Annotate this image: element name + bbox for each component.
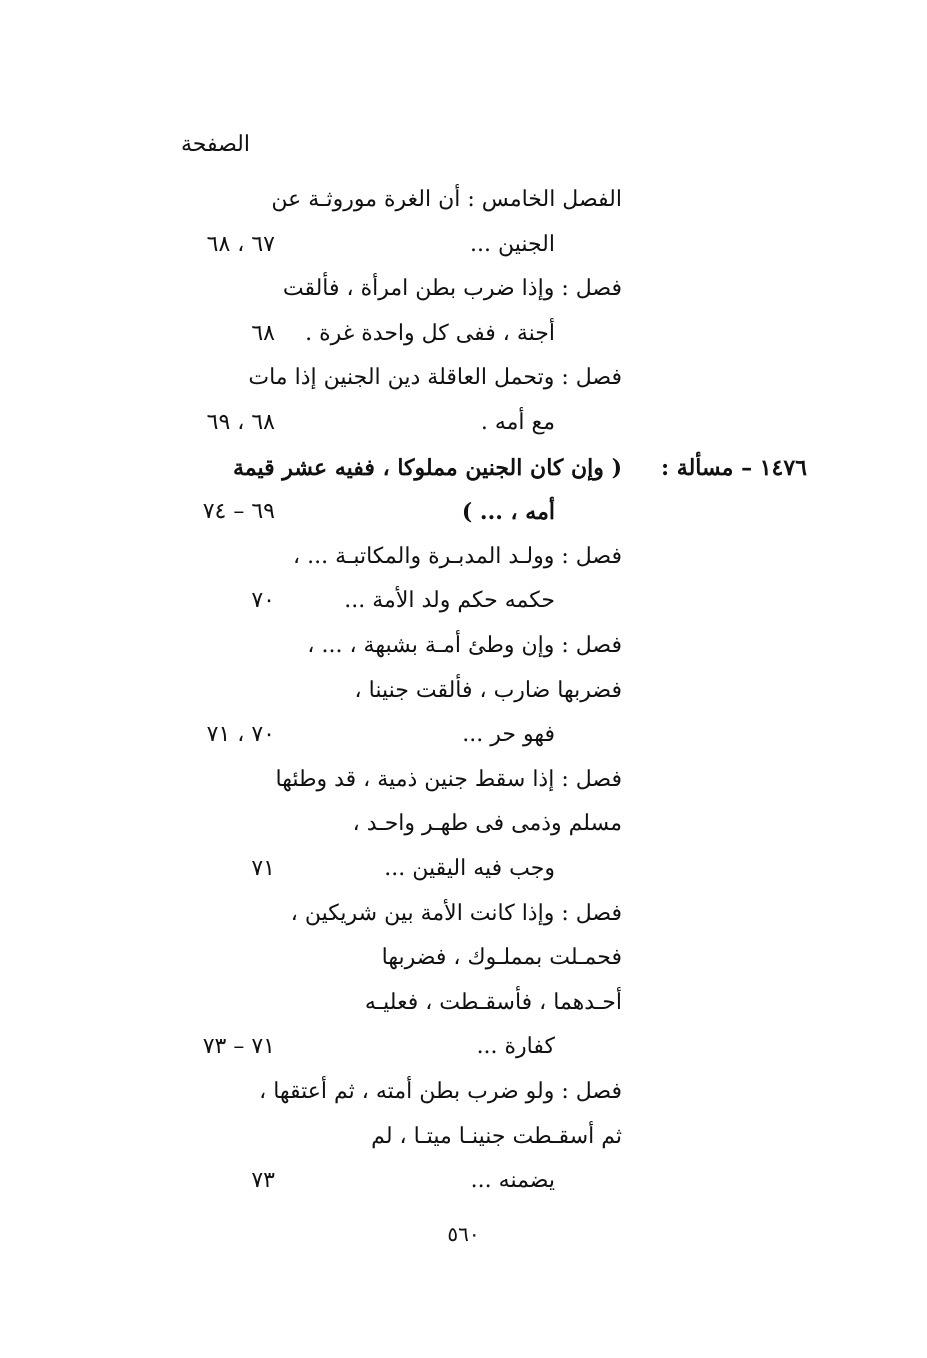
entry-text: حكمه حكم ولد الأمة ... bbox=[344, 588, 555, 614]
index-row bbox=[0, 223, 927, 267]
index-row bbox=[0, 892, 927, 936]
entry-text: فصل : وإذا ضرب بطن امرأة ، فألقت bbox=[282, 276, 622, 302]
index-row bbox=[0, 981, 927, 1025]
index-row bbox=[0, 669, 927, 713]
index-row bbox=[0, 624, 927, 668]
page-number: ٥٦٠ bbox=[447, 1222, 480, 1246]
entry-text: فصل : وتحمل العاقلة دين الجنين إذا مات bbox=[248, 365, 622, 391]
index-row bbox=[0, 446, 927, 490]
entry-text: فصل : وإن وطئ أمـة بشبهة ، ... ، bbox=[307, 633, 622, 658]
index-row bbox=[0, 356, 927, 400]
entry-pages: ٦٧ ، ٦٨ bbox=[206, 231, 275, 257]
index-row bbox=[0, 535, 927, 579]
index-row bbox=[0, 1115, 927, 1159]
index-row bbox=[0, 267, 927, 311]
index-row bbox=[0, 178, 927, 222]
index-row bbox=[0, 401, 927, 445]
entry-text: وجب فيه اليقين ... bbox=[384, 856, 555, 881]
index-row bbox=[0, 847, 927, 891]
entry-label: ١٤٧٦ – مسألة : bbox=[661, 454, 807, 481]
index-row bbox=[0, 1159, 927, 1203]
entry-text: فصل : إذا سقط جنين ذمية ، قد وطئها bbox=[275, 766, 622, 792]
entry-text: فهو حر ... bbox=[462, 722, 555, 748]
entry-text: فضربها ضارب ، فألقت جنينا ، bbox=[354, 677, 622, 703]
entry-text: أجنة ، ففى كل واحدة غرة . bbox=[305, 320, 555, 346]
index-row bbox=[0, 579, 927, 623]
index-row bbox=[0, 312, 927, 356]
entry-pages: ٦٨ bbox=[251, 320, 275, 346]
index-row bbox=[0, 936, 927, 980]
entry-text: ( وإن كان الجنين مملوكا ، ففيه عشر قيمة bbox=[232, 454, 622, 481]
entry-pages: ٦٩ – ٧٤ bbox=[202, 499, 275, 525]
entry-text: فصل : وإذا كانت الأمة بين شريكين ، bbox=[290, 900, 622, 926]
entry-text: الجنين ... bbox=[469, 231, 555, 257]
entry-text: مسلم وذمى فى طهـر واحـد ، bbox=[352, 811, 622, 837]
entry-pages: ٧١ bbox=[251, 856, 275, 881]
entry-text: يضمنه ... bbox=[470, 1168, 555, 1194]
entry-text: أمه ، ... ) bbox=[461, 499, 555, 526]
entry-text: الفصل الخامس : أن الغرة موروثـة عن bbox=[271, 187, 622, 212]
entry-text: كفارة ... bbox=[476, 1034, 555, 1060]
entry-pages: ٦٨ ، ٦٩ bbox=[206, 410, 275, 435]
entry-pages: ٧٣ bbox=[251, 1168, 275, 1194]
column-header-page: الصفحة bbox=[180, 132, 250, 157]
entry-text: ثم أسقـطت جنينـا ميتـا ، لم bbox=[371, 1123, 622, 1149]
index-row bbox=[0, 1025, 927, 1069]
entry-text: مع أمه . bbox=[480, 410, 555, 435]
index-row bbox=[0, 490, 927, 534]
entry-text: فحمـلت بمملـوك ، فضربها bbox=[381, 945, 622, 971]
entry-text: أحـدهما ، فأسقـطت ، فعليـه bbox=[364, 989, 622, 1015]
entry-pages: ٧٠ bbox=[251, 588, 275, 614]
index-row bbox=[0, 802, 927, 846]
entry-pages: ٧١ – ٧٣ bbox=[202, 1034, 275, 1060]
entry-pages: ٧٠ ، ٧١ bbox=[206, 722, 275, 748]
index-row bbox=[0, 713, 927, 757]
index-row bbox=[0, 758, 927, 802]
index-row bbox=[0, 1070, 927, 1114]
entry-text: فصل : وولـد المدبـرة والمكاتبـة ... ، bbox=[293, 543, 622, 569]
entry-text: فصل : ولو ضرب بطن أمته ، ثم أعتقها ، bbox=[259, 1079, 622, 1104]
